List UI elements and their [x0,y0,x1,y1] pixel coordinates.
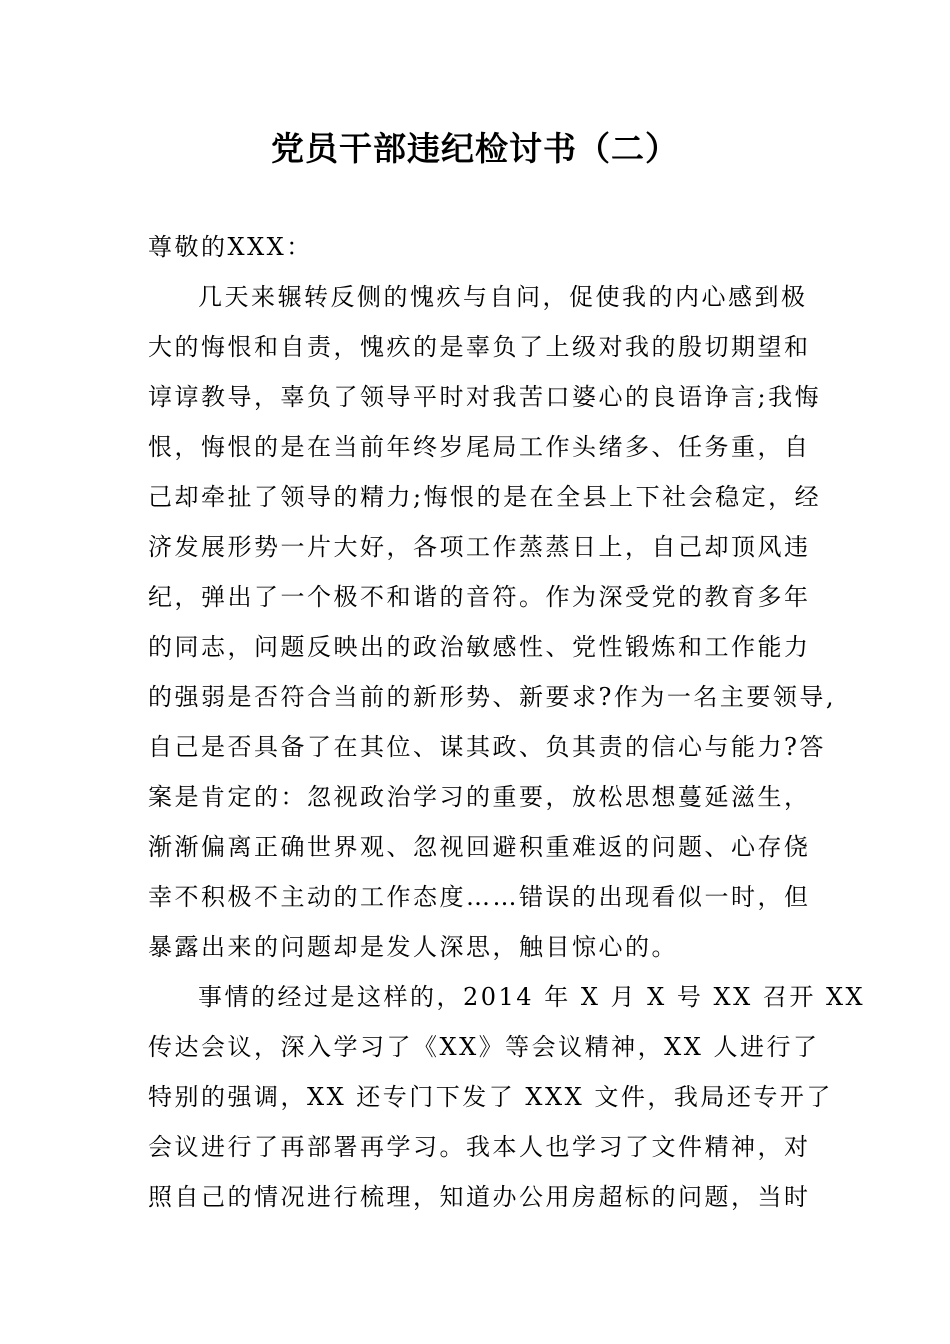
paragraph-line: 特别的强调，XX 还专门下发了 XXX 文件，我局还专开了 [148,1083,833,1111]
paragraph-1 [148,272,836,972]
paragraph-line: 自己是否具备了在其位、谋其政、负其责的信心与能力?答 [148,733,826,761]
paragraph-line: 谆谆教导，辜负了领导平时对我苦口婆心的良语诤言;我悔 [148,383,822,411]
paragraph-line: 会议进行了再部署再学习。我本人也学习了文件精神，对 [148,1133,811,1161]
paragraph-line: 己却牵扯了领导的精力;悔恨的是在全县上下社会稳定，经 [148,483,822,511]
paragraph-2 [148,972,866,1222]
paragraph-line: 几天来辗转反侧的愧疚与自问，促使我的内心感到极 [198,283,808,311]
paragraph-line: 渐渐偏离正确世界观、忽视回避积重难返的问题、心存侥 [148,833,811,861]
document-title: 党员干部违纪检讨书（二） [271,129,679,168]
paragraph-line: 济发展形势一片大好，各项工作蒸蒸日上，自己却顶风违 [148,533,811,561]
paragraph-line: 恨，悔恨的是在当前年终岁尾局工作头绪多、任务重，自 [148,433,811,461]
salutation: 尊敬的XXX： [148,233,313,261]
paragraph-line: 的同志，问题反映出的政治敏感性、党性锻炼和工作能力 [148,633,811,661]
paragraph-line: 暴露出来的问题却是发人深思，触目惊心的。 [148,933,678,961]
paragraph-line: 大的悔恨和自责，愧疚的是辜负了上级对我的殷切期望和 [148,333,811,361]
paragraph-line: 案是肯定的：忽视政治学习的重要，放松思想蔓延滋生， [148,783,811,811]
paragraph-line: 照自己的情况进行梳理，知道办公用房超标的问题，当时 [148,1183,811,1211]
paragraph-line: 纪，弹出了一个极不和谐的音符。作为深受党的教育多年 [148,583,811,611]
document-body [148,222,866,1222]
paragraph-line: 幸不积极不主动的工作态度……错误的出现看似一时，但 [148,883,811,911]
paragraph-line: 的强弱是否符合当前的新形势、新要求?作为一名主要领导, [148,683,836,711]
paragraph-line: 传达会议，深入学习了《XX》等会议精神，XX 人进行了 [148,1033,820,1061]
paragraph-line: 事情的经过是这样的，2014 年 X 月 X 号 XX 召开 XX [198,983,866,1011]
